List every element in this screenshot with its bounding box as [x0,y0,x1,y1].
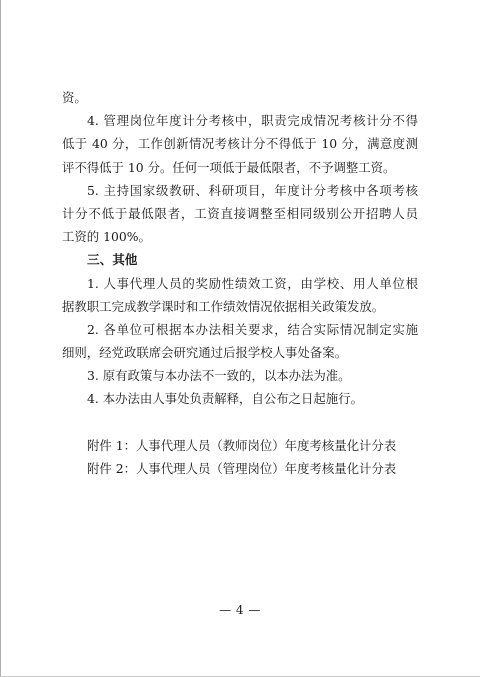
section-heading: 三、其他 [87,252,138,268]
attachment-item: 附件 2：人事代理人员（管理岗位）年度考核量化计分表 [87,461,397,476]
list-item [62,364,418,387]
paragraph-national-projects [62,179,418,249]
paragraph-management-assessment [62,109,418,179]
paragraph-line: 2. 各单位可根据本办法相关要求，结合实际情况制定实施 [87,321,418,337]
paragraph-line: 低于 40 分，工作创新情况考核计分不得低于 10 分，满意度测 [62,136,418,152]
paragraph-line: 细则，经党政联席会研究通过后报学校人事处备案。 [62,345,347,361]
paragraph-line: 1. 人事代理人员的奖励性绩效工资，由学校、用人单位根 [87,275,418,291]
paragraph-line: 资。 [62,90,87,105]
paragraph-line: 据教职工完成教学课时和工作绩效情况依据相关政策发放。 [62,298,385,314]
list-item [62,318,418,364]
paragraph-line: 工资的 100%。 [62,229,151,245]
paragraph-line: 5. 主持国家级教研、科研项目，年度计分考核中各项考核 [87,182,418,198]
list-item [62,387,418,410]
paragraph-line: 计分不低于最低限者，工资直接调整至相同级别公开招聘人员 [62,205,418,221]
blank-line [62,411,418,434]
document-body [62,86,418,480]
paragraph-line: 4. 本办法由人事处负责解释，自公布之日起施行。 [87,391,363,407]
paragraph-line: 3. 原有政策与本办法不一致的，以本办法为准。 [87,368,351,384]
paragraph-line: 4. 管理岗位年度计分考核中，职责完成情况考核计分不得 [87,113,418,129]
list-item [62,272,418,318]
paragraph-line: 评不得低于 10 分。任何一项低于最低限者，不予调整工资。 [62,159,396,175]
attachment-item: 附件 1：人事代理人员（教师岗位）年度考核量化计分表 [87,437,397,453]
page-edge-left [0,0,1,677]
page-number: — 4 — [219,603,261,617]
